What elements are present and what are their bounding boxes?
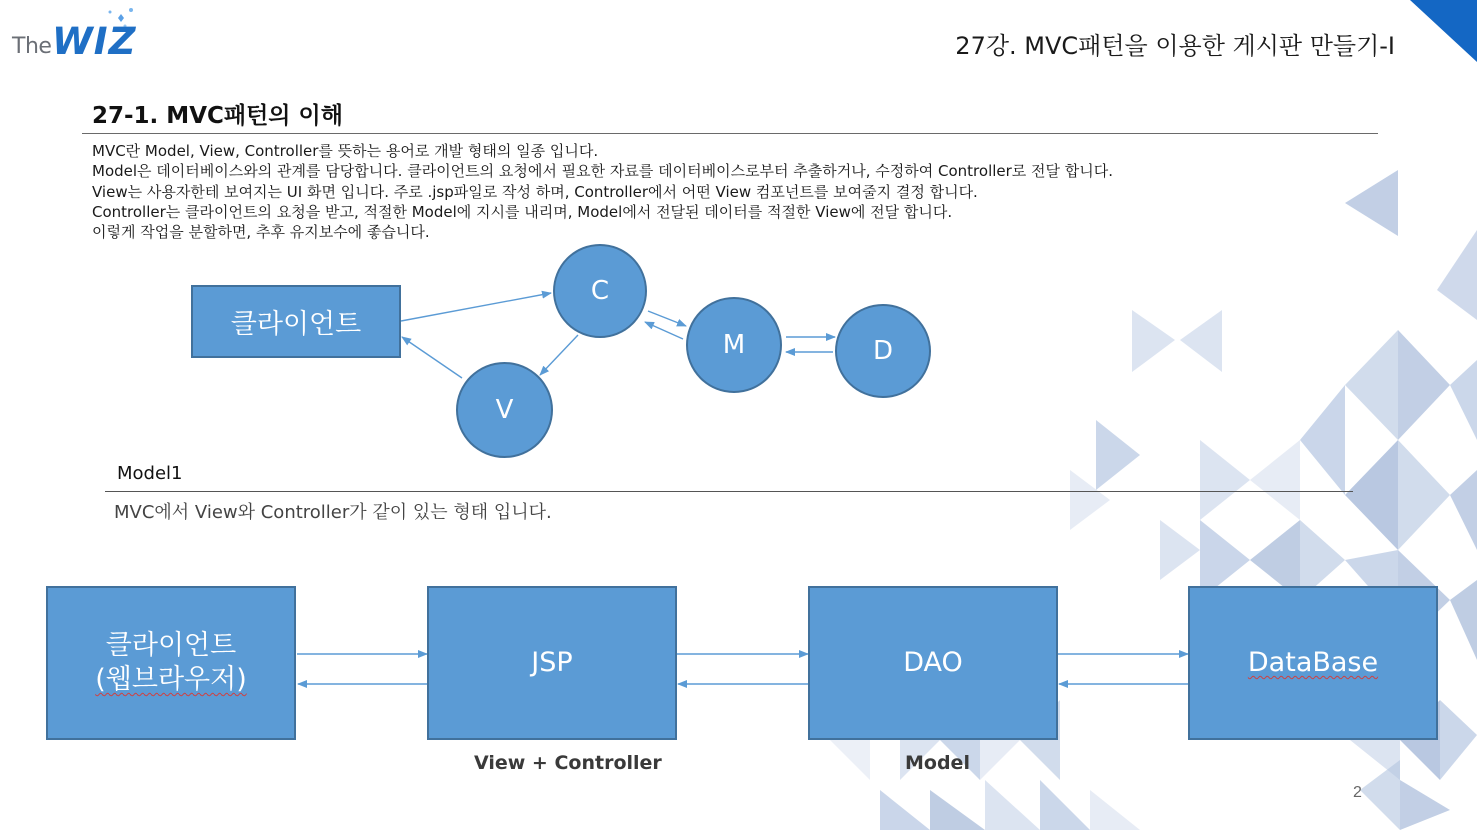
description-line: Model은 데이터베이스와의 관계를 담당합니다. 클라이언트의 요청에서 필요한 자료를 데이터베이스로부터 추출하거나, 수정하여 Controller로 전달 합니다. <box>92 162 1114 181</box>
slide-title: 27강. MVC패턴을 이용한 게시판 만들기-I <box>955 32 1395 60</box>
caption-model: Model <box>905 752 970 774</box>
client-box-line1: 클라이언트 <box>105 630 237 661</box>
database-box-label: DataBase <box>1247 647 1379 678</box>
client-box-line2: (웹브라우저) <box>95 664 247 695</box>
view-circle: V <box>456 362 553 458</box>
controller-circle: C <box>553 244 647 338</box>
page-number: 2 <box>1353 784 1362 801</box>
description-line: View는 사용자한테 보여지는 UI 화면 입니다. 주로 .jsp파일로 작성 하며, Controller에서 어떤 View 컴포넌트를 보여줄지 결정 합니다. <box>92 182 978 201</box>
caption-view-controller: View + Controller <box>474 752 662 774</box>
dao-box: DAO <box>808 586 1058 740</box>
logo-the: The <box>12 34 52 59</box>
description-line: 이렇게 작업을 분할하면, 추후 유지보수에 좋습니다. <box>92 223 430 242</box>
description-block <box>92 141 1292 242</box>
model1-label: Model1 <box>117 463 183 484</box>
model-circle: M <box>686 297 782 393</box>
divider <box>82 133 1378 134</box>
mvc-client-box: 클라이언트 <box>191 285 401 358</box>
section-title: 27-1. MVC패턴의 이해 <box>92 103 343 129</box>
jsp-box: JSP <box>427 586 677 740</box>
client-browser-box <box>46 586 296 740</box>
database-box <box>1188 586 1438 740</box>
logo-wiz: WIZ <box>52 20 137 63</box>
divider <box>105 491 1353 492</box>
description-line: Controller는 클라이언트의 요청을 받고, 적절한 Model에 지시를 내리며, Model에서 전달된 데이터를 적절한 View에 전달 합니다. <box>92 202 953 221</box>
model1-description: MVC에서 View와 Controller가 같이 있는 형태 입니다. <box>114 502 552 523</box>
database-circle: D <box>835 304 931 398</box>
description-line: MVC란 Model, View, Controller를 뜻하는 용어로 개발 형태의 일종 입니다. <box>92 142 599 160</box>
